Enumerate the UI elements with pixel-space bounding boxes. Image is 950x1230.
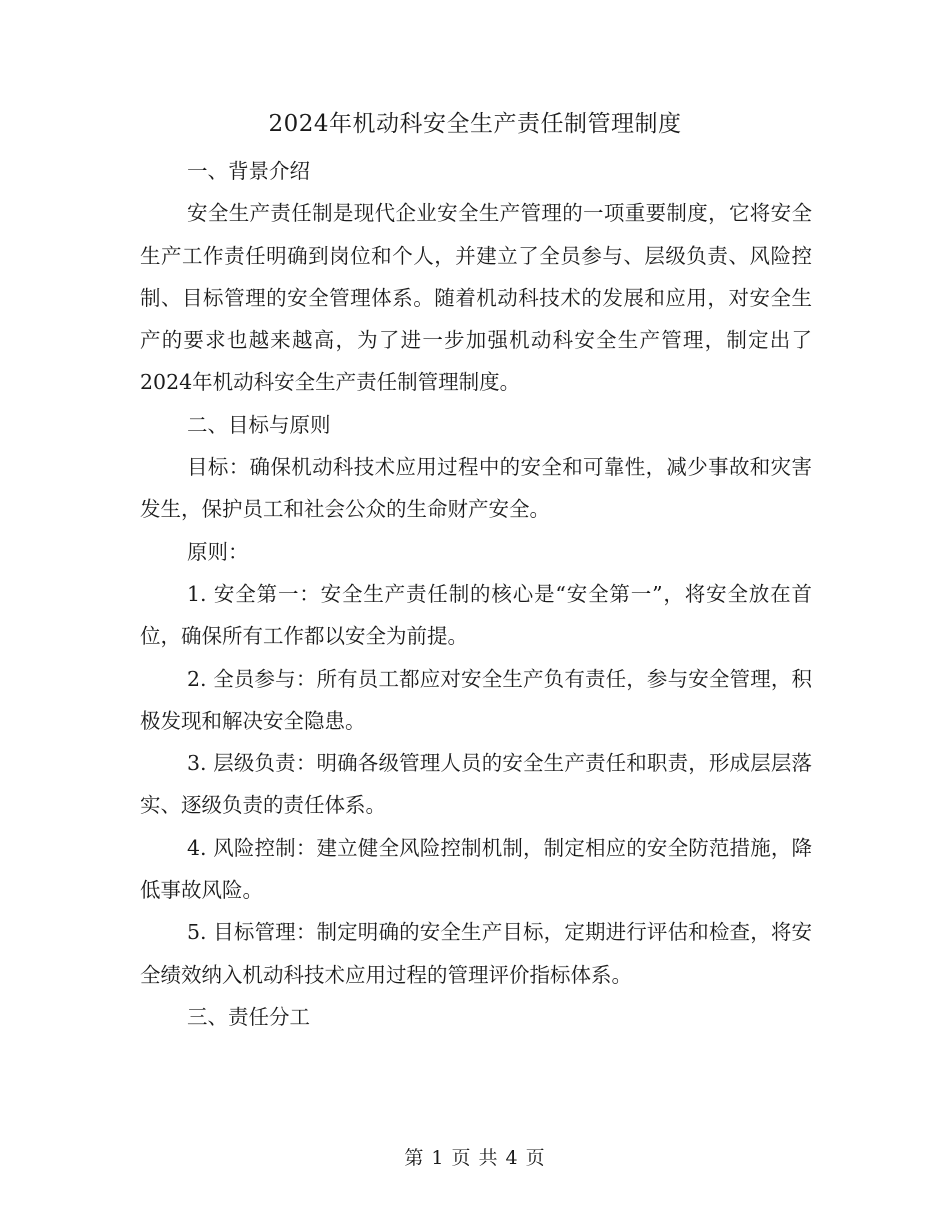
section-2-goal: 目标：确保机动科技术应用过程中的安全和可靠性，减少事故和灾害发生，保护员工和社会公众的生命财产安全。	[140, 455, 812, 522]
page-number-footer: 第 1 页 共 4 页	[404, 1147, 546, 1169]
section-2-principle-label: 原则：	[187, 539, 249, 564]
section-1-heading: 一、背景介绍	[187, 159, 310, 183]
principle-item: 4. 风险控制：建立健全风险控制机制，制定相应的安全防范措施，降低事故风险。	[140, 835, 812, 903]
document-body	[140, 150, 812, 1038]
principle-item: 1. 安全第一：安全生产责任制的核心是“安全第一”，将安全放在首位，确保所有工作都以安全为前提。	[140, 581, 812, 649]
section-3-heading: 三、责任分工	[187, 1004, 310, 1029]
principle-item: 5. 目标管理：制定明确的安全生产目标，定期进行评估和检查，将安全绩效纳入机动科技术应用过程的管理评价指标体系。	[140, 920, 812, 987]
section-2-heading: 二、目标与原则	[187, 412, 331, 437]
principle-item: 2. 全员参与：所有员工都应对安全生产负有责任，参与安全管理，积极发现和解决安全隐患。	[140, 666, 812, 733]
principle-item: 3. 层级负责：明确各级管理人员的安全生产责任和职责，形成层层落实、逐级负责的责任体系。	[140, 751, 812, 818]
section-1-paragraph: 安全生产责任制是现代企业安全生产管理的一项重要制度，它将安全生产工作责任明确到岗位和个人，并建立了全员参与、层级负责、风险控制、目标管理的安全管理体系。随着机动科技术的发展和应用，对安全生产的要求也越来越高，为了进一步加强机动科安全生产管理，制定出了2024年机动科安全生产责任制管理制度。	[140, 201, 812, 395]
document-title: 2024年机动科安全生产责任制管理制度	[268, 111, 682, 137]
